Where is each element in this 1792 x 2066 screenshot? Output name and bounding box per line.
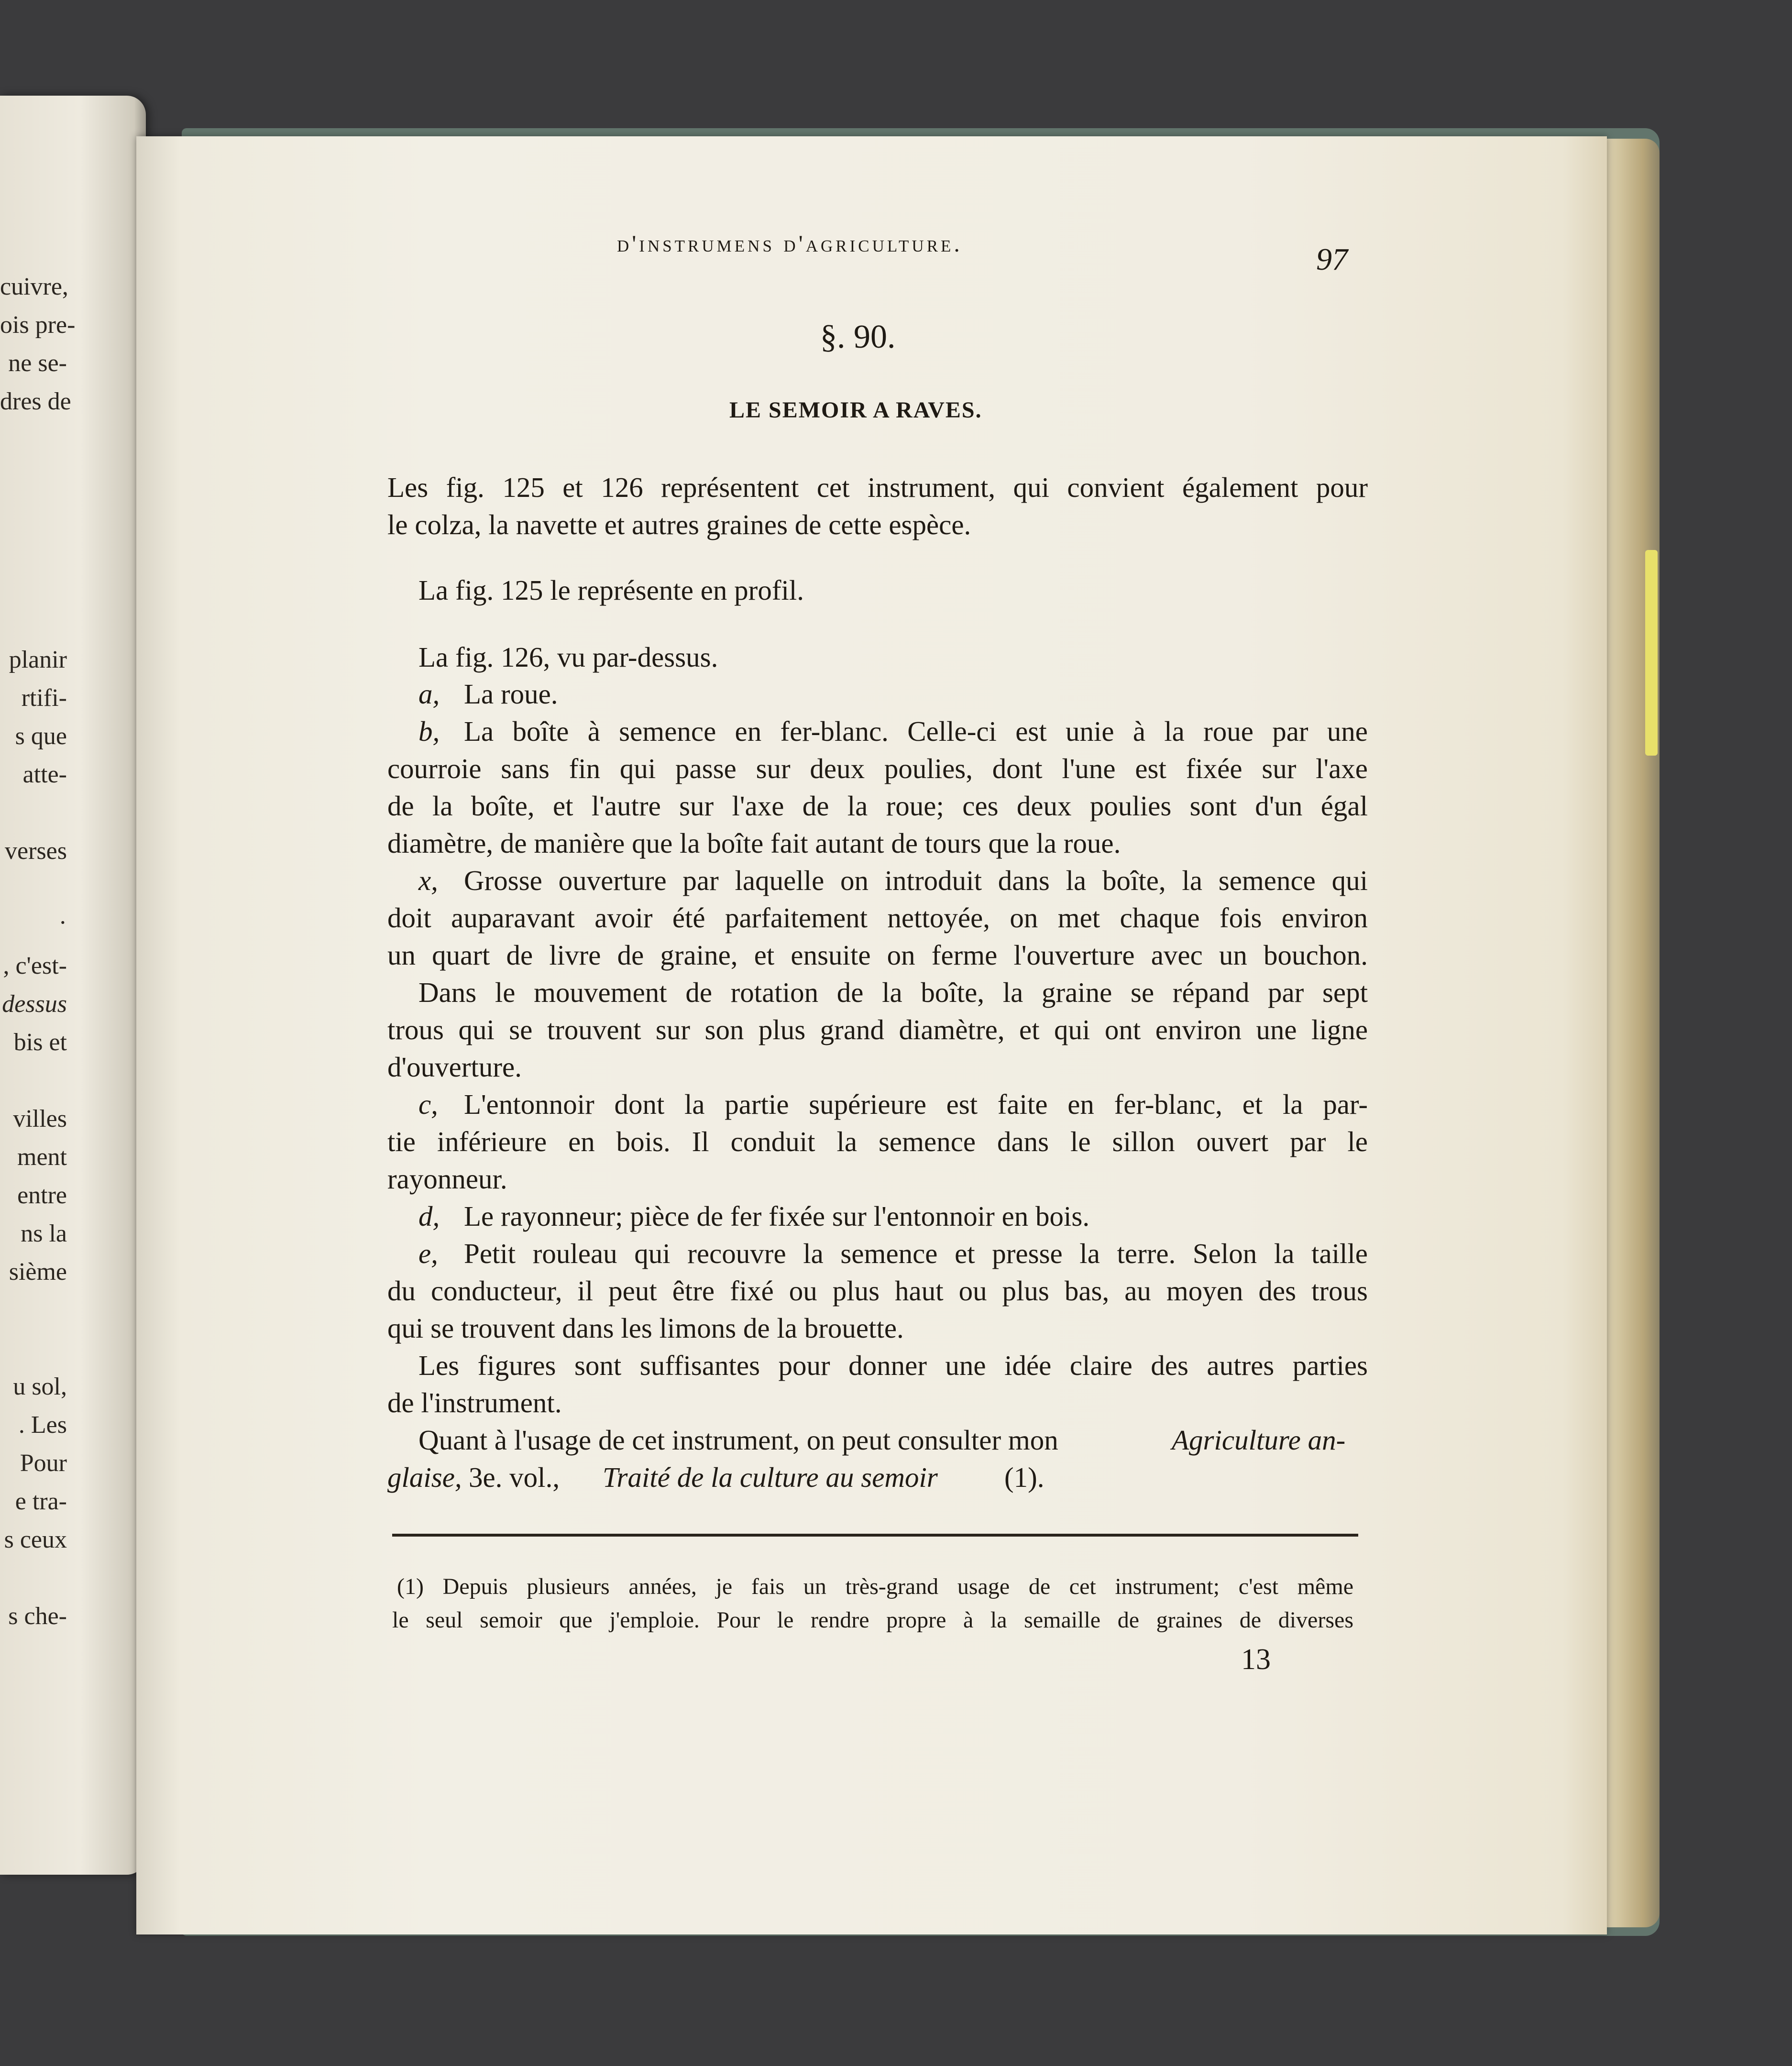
signature-mark: 13 [1241, 1643, 1271, 1676]
text-line: Grosse ouverture par laquelle on introduit dans la boîte, la semence qui [464, 865, 1368, 896]
list-label: e, [418, 1238, 438, 1269]
left-page-fragment: · [58, 909, 67, 936]
left-page-fragment: . Les [18, 1411, 67, 1439]
text-line: Dans le mouvement de rotation de la boîte, la graine se répand par sept [418, 977, 1368, 1008]
text-line: de la boîte, et l'autre sur l'axe de la roue; ces deux poulies sont d'un égal [387, 790, 1368, 822]
left-page-fragment: s che- [8, 1603, 67, 1630]
left-page-fragment: , c'est- [3, 952, 67, 979]
text-line-italic: Traité de la culture au semoir [603, 1462, 938, 1493]
text-line-italic: Agriculture an- [1172, 1424, 1346, 1456]
page-number: 97 [1316, 242, 1348, 277]
footnote-line: (1) Depuis plusieurs années, je fais un très-grand usage de cet instrument; c'est même [397, 1574, 1353, 1599]
left-page [0, 96, 146, 1875]
text-line: du conducteur, il peut être fixé ou plus haut ou plus bas, au moyen des trous [387, 1275, 1368, 1307]
text-line: La boîte à semence en fer-blanc. Celle-ci est unie à la roue par une [464, 715, 1368, 747]
text-line: Petit rouleau qui recouvre la semence et presse la terre. Selon la taille [464, 1238, 1368, 1269]
text-line: Les figures sont suffisantes pour donner une idée claire des autres parties [418, 1350, 1368, 1381]
text-line: diamètre, de manière que la boîte fait autant de tours que la roue. [387, 827, 1121, 859]
running-head: d'instrumens d'agriculture. [617, 230, 963, 257]
left-page-fragment: ment [17, 1143, 67, 1171]
text-line: de l'instrument. [387, 1387, 562, 1418]
list-label: c, [418, 1088, 438, 1120]
text-line: L'entonnoir dont la partie supérieure est faite en fer-blanc, et la par- [464, 1088, 1368, 1120]
section-number: §. 90. [820, 319, 896, 355]
left-page-fragment: e tra- [15, 1488, 67, 1515]
left-page-fragment: dessus [2, 990, 67, 1018]
text-line: La fig. 126, vu par-dessus. [418, 641, 718, 673]
left-page-fragment: sième [9, 1258, 67, 1286]
text-line-italic: glaise, [387, 1462, 462, 1493]
text-line: qui se trouvent dans les limons de la brouette. [387, 1312, 904, 1344]
text-line: (1). [1004, 1462, 1044, 1493]
footnote-rule [392, 1534, 1358, 1537]
list-label: d, [418, 1200, 440, 1232]
text-line: tie inférieure en bois. Il conduit la semence dans le sillon ouvert par le [387, 1126, 1368, 1157]
text-line: 3e. vol., [469, 1462, 560, 1493]
left-page-fragment: planir [9, 646, 67, 673]
left-page-fragment: villes [13, 1105, 67, 1132]
left-page-fragment: dres de [0, 388, 71, 415]
left-page-fragment: ois pre- [0, 311, 76, 339]
text-line: La roue. [464, 678, 558, 710]
bookmark-tab [1645, 550, 1658, 756]
text-line: Le rayonneur; pièce de fer fixée sur l'entonnoir en bois. [464, 1200, 1090, 1232]
text-line: un quart de livre de graine, et ensuite on ferme l'ouverture avec un bouchon. [387, 939, 1368, 971]
left-page-fragment: u sol, [13, 1373, 67, 1400]
text-line: La fig. 125 le représente en profil. [418, 574, 804, 606]
text-line: doit auparavant avoir été parfaitement nettoyée, on met chaque fois environ [387, 902, 1368, 934]
list-label: a, [418, 678, 440, 710]
left-page-fragment: ne se- [8, 350, 67, 377]
left-page-fragment: entre [17, 1182, 67, 1209]
text-line: rayonneur. [387, 1163, 507, 1195]
left-page-fragment: s ceux [4, 1526, 67, 1553]
left-page-fragment: verses [5, 837, 67, 865]
text-line: d'ouverture. [387, 1051, 522, 1083]
text-line: le colza, la navette et autres graines de cette espèce. [387, 509, 971, 540]
left-page-fragment: s que [15, 723, 67, 750]
text-line: courroie sans fin qui passe sur deux poulies, dont l'une est fixée sur l'axe [387, 753, 1368, 784]
section-title: LE SEMOIR A RAVES. [729, 397, 982, 423]
text-line: Quant à l'usage de cet instrument, on peut consulter mon [418, 1424, 1058, 1456]
list-label: x, [418, 865, 438, 896]
left-page-fragment: rtifi- [21, 684, 67, 712]
left-page-fragment: cuivre, [0, 273, 68, 300]
list-label: b, [418, 715, 440, 747]
left-page-fragment: ns la [21, 1220, 67, 1247]
left-page-fragment: atte- [22, 761, 67, 788]
text-line: trous qui se trouvent sur son plus grand diamètre, et qui ont environ une ligne [387, 1014, 1368, 1045]
footnote-line: le seul semoir que j'emploie. Pour le rendre propre à la semaille de graines de diverses [392, 1607, 1353, 1633]
text-line: Les fig. 125 et 126 représentent cet instrument, qui convient également pour [387, 472, 1368, 503]
left-page-fragment: Pour [20, 1450, 67, 1477]
left-page-fragment: bis et [13, 1029, 67, 1056]
